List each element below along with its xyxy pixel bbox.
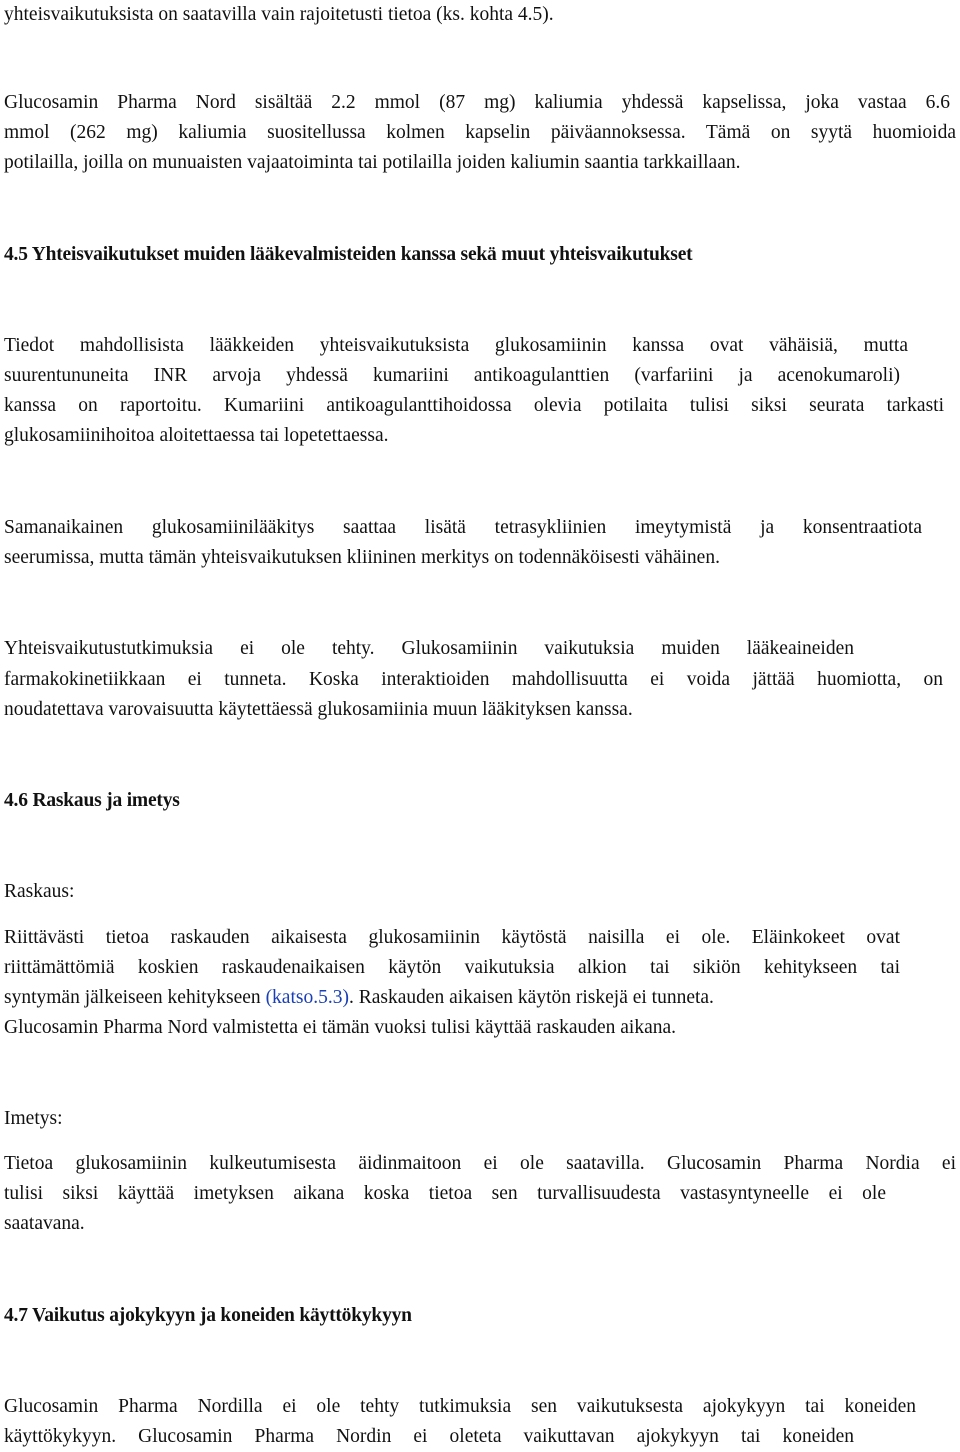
pregnancy-line-3 <box>4 983 714 1013</box>
cross-reference-link[interactable]: (katso.5.3) <box>265 987 349 1008</box>
pregnancy-line-3-text-after: . Raskauden aikaisen käytön riskejä ei tunneta. <box>348 987 714 1008</box>
pregnancy-line-2: riittämättömiä koskien raskaudenaikaisen käytön vaikutuksia alkion tai sikiön kehitykseen tai <box>4 957 900 978</box>
pregnancy-line-3-text-before: syntymän jälkeiseen kehitykseen <box>4 987 266 1008</box>
interactions-p3-line-2: farmakokinetiikkaan ei tunneta. Koska interaktioiden mahdollisuutta ei voida jättää huomiotta, on <box>4 669 943 690</box>
potassium-line-3: potilailla, joilla on munuaisten vajaatoiminta tai potilailla joiden kaliumin saantia tarkkaillaan. <box>4 152 741 173</box>
interactions-p2-line-1: Samanaikainen glukosamiinilääkitys saattaa lisätä tetrasykliinien imeytymistä ja konsentraatiota <box>4 517 922 538</box>
pregnancy-line-4: Glucosamin Pharma Nord valmistetta ei tämän vuoksi tulisi käyttää raskauden aikana. <box>4 1017 677 1038</box>
interactions-p1-line-2: suurentununeita INR arvoja yhdessä kumariini antikoagulanttien (varfariini ja acenokumaroli) <box>4 365 900 386</box>
potassium-line-2: mmol (262 mg) kaliumia suositellussa kolmen kapselin päiväannoksessa. Tämä on syytä huomioida <box>4 122 956 143</box>
potassium-line-1: Glucosamin Pharma Nord sisältää 2.2 mmol (87 mg) kaliumia yhdessä kapselissa, joka vastaa 6.6 <box>4 92 950 113</box>
lactation-label: Imetys: <box>4 1108 63 1129</box>
pregnancy-line-1: Riittävästi tietoa raskauden aikaisesta glukosamiinin käytöstä naisilla ei ole. Eläinkokeet ovat <box>4 927 900 948</box>
driving-line-1: Glucosamin Pharma Nordilla ei ole tehty tutkimuksia sen vaikutuksesta ajokykyyn tai koneiden <box>4 1396 916 1417</box>
interactions-p3-line-3: noudatettava varovaisuutta käytettäessä glukosamiinia muun lääkityksen kanssa. <box>4 699 633 720</box>
interactions-p1-line-3: kanssa on raportoitu. Kumariini antikoagulanttihoidossa olevia potilaita tulisi siksi seurata tarkasti <box>4 395 944 416</box>
section-heading-4-7: 4.7 Vaikutus ajokykyyn ja koneiden käyttökykyyn <box>4 1305 412 1326</box>
section-heading-4-5: 4.5 Yhteisvaikutukset muiden lääkevalmisteiden kanssa sekä muut yhteisvaikutukset <box>4 244 693 265</box>
lactation-line-3: saatavana. <box>4 1213 85 1234</box>
interactions-p1-line-4: glukosamiinihoitoa aloitettaessa tai lopetettaessa. <box>4 425 389 446</box>
pregnancy-label: Raskaus: <box>4 881 75 902</box>
intro-line-1: yhteisvaikutuksista on saatavilla vain rajoitetusti tietoa (ks. kohta 4.5). <box>4 4 554 25</box>
interactions-p3-line-1: Yhteisvaikutustutkimuksia ei ole tehty. Glukosamiinin vaikutuksia muiden lääkeaineiden <box>4 638 854 659</box>
driving-line-2: käyttökykyyn. Glucosamin Pharma Nordin ei oleteta vaikuttavan ajokykyyn tai koneiden <box>4 1426 854 1447</box>
section-heading-4-6: 4.6 Raskaus ja imetys <box>4 790 180 811</box>
interactions-p1-line-1: Tiedot mahdollisista lääkkeiden yhteisvaikutuksista glukosamiinin kanssa ovat vähäisiä, mutta <box>4 335 908 356</box>
lactation-line-2: tulisi siksi käyttää imetyksen aikana koska tietoa sen turvallisuudesta vastasyntyneelle ei ole <box>4 1183 886 1204</box>
interactions-p2-line-2: seerumissa, mutta tämän yhteisvaikutuksen kliininen merkitys on todennäköisesti vähäinen. <box>4 547 720 568</box>
lactation-line-1: Tietoa glukosamiinin kulkeutumisesta äidinmaitoon ei ole saatavilla. Glucosamin Pharma Nordia ei <box>4 1153 956 1174</box>
